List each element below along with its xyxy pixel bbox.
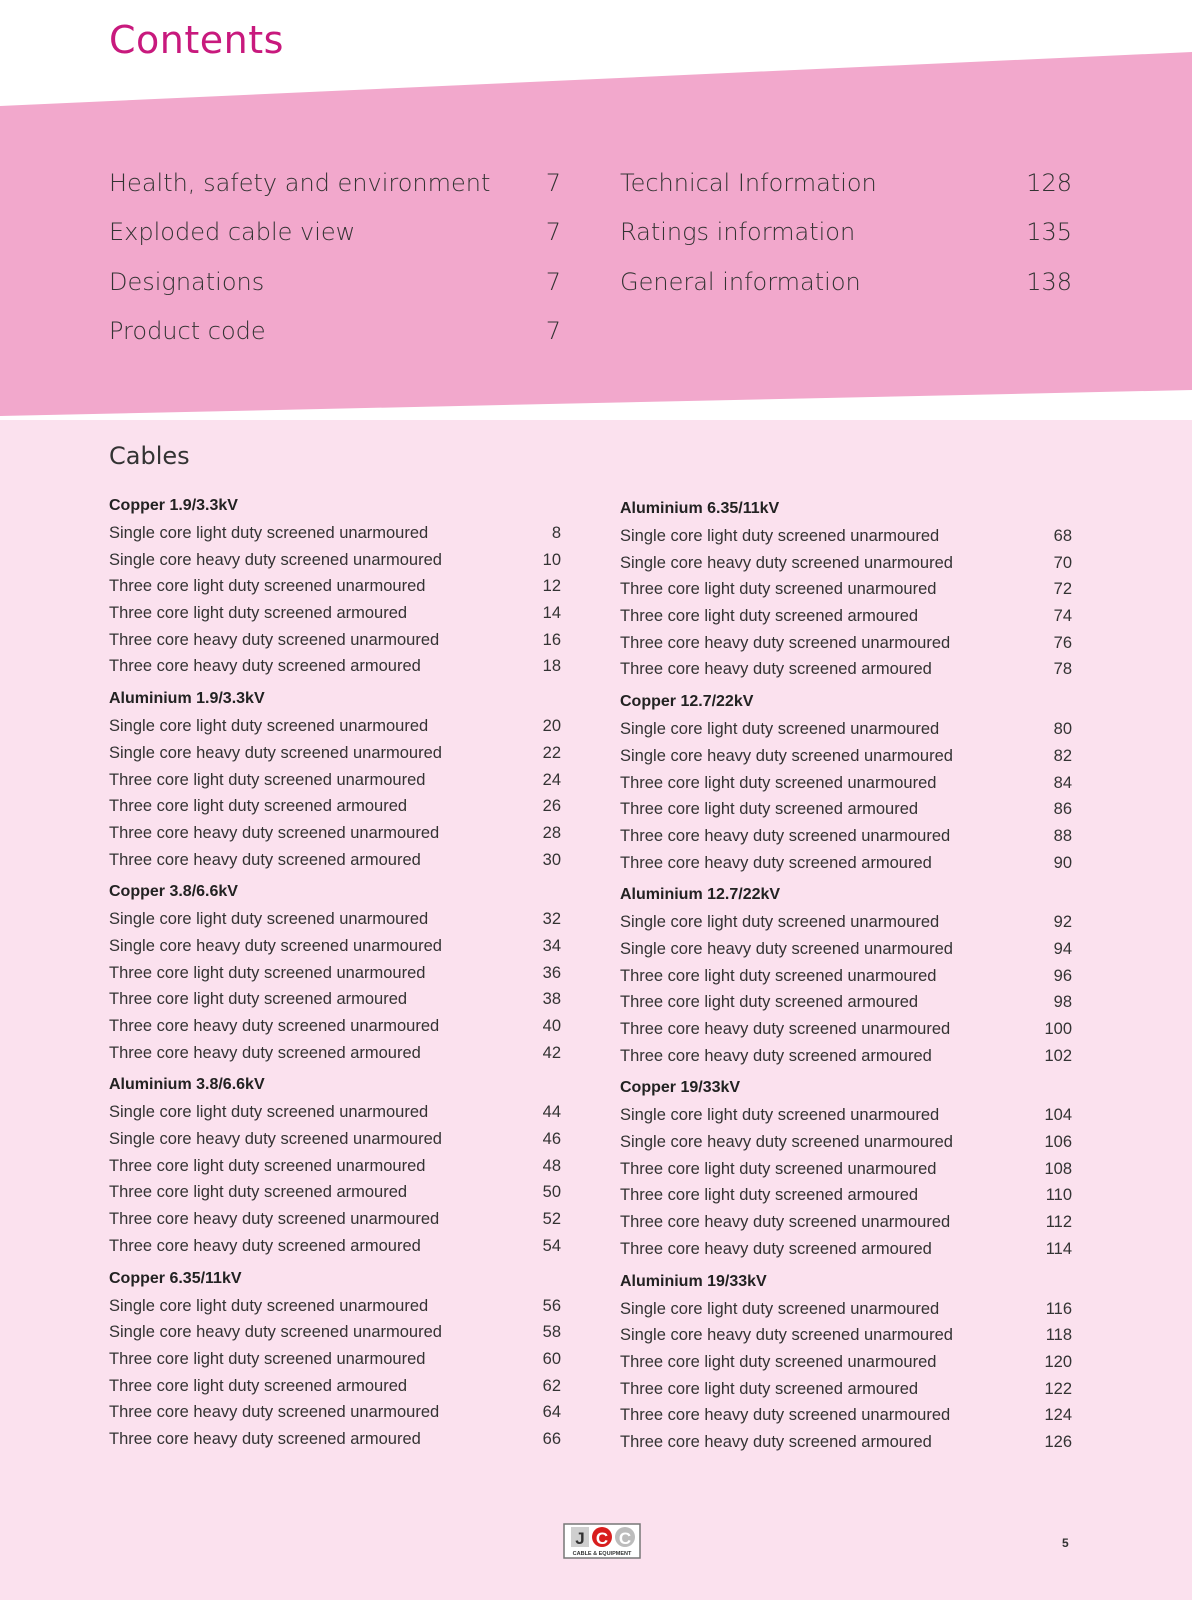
- toc-entry-page: 20: [542, 717, 561, 736]
- toc-entry-label: Three core light duty screened armoured: [620, 607, 919, 626]
- toc-entry-page: 10: [542, 550, 561, 569]
- toc-entry[interactable]: [109, 847, 561, 874]
- toc-major-entry[interactable]: [620, 257, 1072, 307]
- toc-entry-page: 86: [1053, 800, 1072, 819]
- toc-entry[interactable]: [109, 906, 561, 933]
- toc-entry-page: 66: [542, 1429, 561, 1448]
- toc-entry[interactable]: [620, 823, 1072, 850]
- toc-entry-page: 126: [1044, 1432, 1072, 1451]
- toc-entry[interactable]: [109, 547, 561, 574]
- toc-entry-label: Three core heavy duty screened unarmoured: [109, 1210, 440, 1229]
- toc-entry-label: Health, safety and environment: [109, 168, 491, 197]
- toc-entry-page: 50: [542, 1183, 561, 1202]
- section-title: Aluminium 19/33kV: [620, 1272, 767, 1290]
- toc-entry[interactable]: [620, 909, 1072, 936]
- toc-entry[interactable]: [109, 627, 561, 654]
- toc-entry-label: Single core heavy duty screened unarmoured: [109, 1130, 442, 1149]
- section-title: Aluminium 12.7/22kV: [620, 886, 781, 904]
- logo-letter-j: J: [575, 1529, 585, 1548]
- toc-entry-label: Designations: [109, 267, 265, 296]
- toc-entry-page: 112: [1045, 1213, 1072, 1232]
- toc-entry[interactable]: [109, 1319, 561, 1346]
- section-title: Copper 19/33kV: [620, 1079, 741, 1097]
- major-sections-left: [109, 158, 561, 356]
- page-title: Contents: [109, 18, 284, 62]
- toc-entry[interactable]: [620, 1402, 1072, 1429]
- toc-entry-label: Three core light duty screened unarmoured: [109, 1349, 426, 1368]
- section-title: Copper 1.9/3.3kV: [109, 497, 238, 514]
- toc-entry-label: Single core light duty screened unarmoured: [109, 1103, 429, 1122]
- toc-entry[interactable]: [109, 1126, 561, 1153]
- toc-entry[interactable]: [109, 933, 561, 960]
- toc-entry[interactable]: [109, 1099, 561, 1126]
- toc-entry-label: Single core light duty screened unarmoured: [109, 910, 429, 929]
- toc-entry[interactable]: [620, 1236, 1072, 1263]
- toc-entry-page: 7: [545, 168, 561, 197]
- toc-entry-page: 8: [551, 524, 561, 542]
- toc-entry[interactable]: [109, 767, 561, 794]
- toc-major-entry[interactable]: [109, 307, 561, 357]
- toc-entry[interactable]: [109, 1179, 561, 1206]
- toc-entry[interactable]: [620, 1296, 1072, 1323]
- toc-entry-page: 48: [542, 1156, 561, 1175]
- toc-entry[interactable]: [620, 796, 1072, 823]
- toc-entry-label: Single core light duty screened unarmoured: [620, 913, 940, 932]
- toc-entry-page: 28: [542, 823, 561, 842]
- toc-entry[interactable]: [620, 1349, 1072, 1376]
- toc-entry[interactable]: [620, 1016, 1072, 1043]
- toc-entry[interactable]: [620, 850, 1072, 877]
- toc-entry-page: 72: [1053, 580, 1072, 599]
- toc-entry-label: Three core light duty screened unarmoured: [109, 963, 426, 982]
- toc-entry-page: 104: [1044, 1106, 1072, 1125]
- toc-entry-page: 76: [1053, 633, 1072, 652]
- cable-section: [620, 495, 1072, 683]
- toc-entry-page: 16: [542, 630, 561, 649]
- toc-entry-page: 106: [1044, 1133, 1072, 1152]
- toc-entry-label: Three core heavy duty screened unarmoured: [109, 1403, 440, 1422]
- toc-entry-page: 56: [542, 1296, 561, 1315]
- toc-entry-page: 96: [1053, 966, 1072, 985]
- toc-entry[interactable]: [109, 986, 561, 1013]
- toc-entry-page: 32: [542, 910, 561, 929]
- toc-entry[interactable]: [109, 820, 561, 847]
- toc-entry[interactable]: [620, 1322, 1072, 1349]
- toc-entry-page: 90: [1053, 853, 1072, 872]
- toc-entry-page: 68: [1053, 527, 1072, 545]
- toc-entry-label: Three core light duty screened armoured: [620, 1379, 919, 1398]
- toc-entry-label: Single core light duty screened unarmoured: [109, 1296, 429, 1315]
- toc-entry-label: Single core heavy duty screened unarmoured: [109, 743, 442, 762]
- toc-entry-label: General information: [620, 267, 861, 296]
- toc-entry-label: Three core light duty screened armoured: [109, 1376, 408, 1395]
- cable-section: [620, 1268, 1072, 1456]
- toc-entry[interactable]: [109, 1153, 561, 1180]
- major-sections-right: [620, 158, 1072, 307]
- toc-entry-page: 114: [1045, 1239, 1072, 1258]
- toc-entry[interactable]: [620, 1129, 1072, 1156]
- toc-entry-label: Three core light duty screened unarmoured: [620, 966, 937, 985]
- toc-entry-page: 94: [1053, 939, 1072, 958]
- toc-entry[interactable]: [109, 653, 561, 680]
- toc-entry-page: 88: [1053, 826, 1072, 845]
- toc-entry-label: Single core light duty screened unarmoured: [620, 527, 940, 545]
- toc-entry-label: Three core light duty screened armoured: [620, 993, 919, 1012]
- toc-entry[interactable]: [620, 770, 1072, 797]
- cable-section: [109, 1265, 561, 1453]
- section-title: Aluminium 1.9/3.3kV: [109, 690, 265, 708]
- toc-entry-page: 78: [1053, 660, 1072, 679]
- jcc-logo: [563, 1523, 641, 1559]
- cable-section: [620, 1074, 1072, 1262]
- toc-entry[interactable]: [620, 1182, 1072, 1209]
- toc-entry-page: 116: [1045, 1299, 1072, 1318]
- toc-entry-label: Single core light duty screened unarmoured: [109, 524, 429, 542]
- toc-entry-page: 135: [1026, 218, 1072, 247]
- cable-section: [109, 1071, 561, 1259]
- toc-entry-label: Single core heavy duty screened unarmoured: [620, 939, 953, 958]
- toc-entry-label: Three core light duty screened unarmoured: [620, 580, 937, 599]
- toc-entry-label: Single core heavy duty screened unarmoured: [109, 550, 442, 569]
- toc-entry-label: Product code: [109, 317, 266, 346]
- toc-entry-page: 44: [542, 1103, 561, 1122]
- toc-entry[interactable]: [109, 1426, 561, 1453]
- section-title: Aluminium 3.8/6.6kV: [109, 1076, 265, 1094]
- toc-entry-page: 7: [545, 317, 561, 346]
- section-title: Copper 12.7/22kV: [620, 693, 754, 711]
- toc-entry-label: Three core light duty screened armoured: [109, 604, 408, 623]
- toc-entry[interactable]: [109, 1346, 561, 1373]
- cable-section: [109, 492, 561, 680]
- toc-entry[interactable]: [109, 1233, 561, 1260]
- toc-entry-page: 40: [542, 1017, 561, 1035]
- section-title: Copper 6.35/11kV: [109, 1269, 242, 1287]
- toc-entry[interactable]: [109, 1040, 561, 1067]
- toc-entry[interactable]: [109, 1293, 561, 1320]
- toc-entry-page: 26: [542, 797, 561, 816]
- toc-entry-page: 128: [1026, 168, 1072, 197]
- toc-entry-page: 70: [1053, 553, 1072, 572]
- toc-entry-label: Three core light duty screened unarmoured: [109, 1156, 426, 1175]
- toc-entry-label: Single core light duty screened unarmoured: [109, 717, 429, 736]
- toc-entry[interactable]: [109, 1206, 561, 1233]
- toc-entry-page: 108: [1044, 1159, 1072, 1178]
- cable-section: [109, 685, 561, 873]
- toc-major-entry[interactable]: [109, 257, 561, 307]
- toc-entry-label: Three core light duty screened unarmoured: [109, 577, 426, 596]
- toc-entry-label: Three core heavy duty screened armoured: [109, 850, 421, 869]
- section-title: Copper 3.8/6.6kV: [109, 883, 238, 901]
- toc-entry-page: 60: [542, 1349, 561, 1368]
- toc-entry[interactable]: [109, 600, 561, 627]
- page-number: 5: [1062, 1536, 1069, 1550]
- toc-entry[interactable]: [620, 603, 1072, 630]
- toc-entry[interactable]: [620, 1102, 1072, 1129]
- logo-letter-c1: C: [595, 1529, 609, 1548]
- toc-entry-page: 124: [1044, 1406, 1072, 1425]
- toc-entry-page: 30: [542, 850, 561, 869]
- toc-entry-label: Three core heavy duty screened armoured: [620, 660, 932, 679]
- toc-entry-label: Three core heavy duty screened armoured: [620, 1239, 932, 1258]
- toc-entry[interactable]: [620, 656, 1072, 683]
- toc-entry[interactable]: [109, 793, 561, 820]
- toc-entry-label: Three core light duty screened unarmoured: [109, 770, 426, 789]
- toc-major-entry[interactable]: [109, 208, 561, 258]
- toc-entry-label: Three core heavy duty screened unarmoured: [109, 823, 440, 842]
- toc-entry[interactable]: [620, 1429, 1072, 1456]
- toc-entry-page: 84: [1053, 773, 1072, 792]
- toc-entry-label: Three core heavy duty screened armoured: [109, 1429, 421, 1448]
- toc-entry[interactable]: [620, 1156, 1072, 1183]
- cable-section: [109, 878, 561, 1066]
- toc-entry-label: Three core light duty screened armoured: [620, 800, 919, 819]
- cable-section: [620, 881, 1072, 1069]
- toc-major-entry[interactable]: [620, 158, 1072, 208]
- toc-entry-label: Exploded cable view: [109, 218, 356, 247]
- toc-entry[interactable]: [620, 936, 1072, 963]
- toc-entry-label: Single core heavy duty screened unarmoured: [620, 1133, 953, 1152]
- toc-entry-page: 58: [542, 1323, 561, 1342]
- toc-entry-label: Three core heavy duty screened unarmoured: [620, 1213, 951, 1232]
- toc-entry-page: 14: [542, 604, 561, 623]
- toc-entry-page: 46: [542, 1130, 561, 1149]
- toc-entry-label: Three core heavy duty screened armoured: [109, 1043, 421, 1062]
- toc-entry-page: 138: [1026, 267, 1072, 296]
- logo-letter-c2: C: [618, 1529, 632, 1548]
- toc-major-entry[interactable]: [109, 158, 561, 208]
- logo-tagline: CABLE & EQUIPMENT: [572, 1551, 632, 1557]
- toc-entry[interactable]: [620, 1043, 1072, 1070]
- toc-entry-label: Single core heavy duty screened unarmoured: [109, 936, 442, 955]
- toc-entry-label: Three core light duty screened armoured: [109, 990, 408, 1009]
- toc-entry[interactable]: [109, 740, 561, 767]
- toc-entry[interactable]: [620, 743, 1072, 770]
- toc-entry[interactable]: [620, 963, 1072, 990]
- toc-entry-page: 80: [1053, 720, 1072, 739]
- toc-entry-label: Three core heavy duty screened armoured: [620, 853, 932, 872]
- toc-entry-page: 38: [542, 990, 561, 1009]
- toc-entry-page: 62: [542, 1376, 561, 1395]
- toc-entry-label: Three core light duty screened unarmoured: [620, 1159, 937, 1178]
- toc-entry-page: 122: [1044, 1379, 1072, 1398]
- toc-entry-label: Three core heavy duty screened unarmoured: [109, 630, 440, 649]
- toc-entry-label: Three core light duty screened unarmoured: [620, 773, 937, 792]
- toc-entry-label: Three core light duty screened armoured: [109, 1183, 408, 1202]
- toc-entry-label: Technical Information: [620, 168, 877, 197]
- toc-entry-label: Three core light duty screened armoured: [109, 797, 408, 816]
- toc-entry[interactable]: [620, 716, 1072, 743]
- toc-major-entry[interactable]: [620, 208, 1072, 258]
- toc-entry-label: Three core heavy duty screened armoured: [109, 1236, 421, 1255]
- toc-entry[interactable]: [620, 989, 1072, 1016]
- toc-entry-page: 98: [1053, 993, 1072, 1012]
- section-title: Aluminium 6.35/11kV: [620, 500, 780, 517]
- toc-entry-page: 22: [542, 743, 561, 762]
- toc-entry-label: Three core heavy duty screened armoured: [620, 1046, 932, 1065]
- toc-entry-page: 102: [1044, 1046, 1072, 1065]
- toc-entry[interactable]: [109, 713, 561, 740]
- toc-entry-page: 34: [542, 936, 561, 955]
- toc-entry[interactable]: [620, 1376, 1072, 1403]
- cables-column-right: [620, 495, 1072, 1461]
- toc-entry-label: Single core light duty screened unarmoured: [620, 720, 940, 739]
- toc-entry-page: 100: [1044, 1020, 1072, 1038]
- toc-entry-label: Three core light duty screened unarmoured: [620, 1352, 937, 1371]
- toc-entry[interactable]: [620, 523, 1072, 550]
- toc-entry-page: 7: [545, 267, 561, 296]
- toc-entry[interactable]: [109, 1013, 561, 1040]
- toc-entry-page: 74: [1053, 607, 1072, 626]
- toc-entry-page: 42: [542, 1043, 561, 1062]
- toc-entry-label: Three core heavy duty screened unarmoured: [109, 1017, 440, 1035]
- toc-entry[interactable]: [109, 573, 561, 600]
- toc-entry-label: Three core heavy duty screened unarmoured: [620, 1406, 951, 1425]
- toc-entry[interactable]: [620, 1209, 1072, 1236]
- cable-section: [620, 688, 1072, 876]
- toc-entry-label: Three core heavy duty screened unarmoured: [620, 633, 951, 652]
- toc-entry-page: 7: [545, 218, 561, 247]
- toc-entry-page: 24: [542, 770, 561, 789]
- toc-entry-label: Single core heavy duty screened unarmoured: [109, 1323, 442, 1342]
- toc-entry-label: Single core heavy duty screened unarmoured: [620, 553, 953, 572]
- toc-entry-label: Single core heavy duty screened unarmoured: [620, 746, 953, 765]
- toc-entry[interactable]: [109, 960, 561, 987]
- toc-entry[interactable]: [109, 1399, 561, 1426]
- toc-entry-label: Three core heavy duty screened unarmoured: [620, 826, 951, 845]
- toc-entry-label: Three core heavy duty screened armoured: [109, 657, 421, 676]
- toc-entry-page: 120: [1044, 1352, 1072, 1371]
- toc-entry[interactable]: [620, 550, 1072, 577]
- toc-entry-label: Single core light duty screened unarmoured: [620, 1299, 940, 1318]
- toc-entry-page: 64: [542, 1403, 561, 1422]
- toc-entry-page: 82: [1053, 746, 1072, 765]
- toc-entry-page: 92: [1053, 913, 1072, 932]
- cables-column-left: [109, 492, 561, 1458]
- toc-entry-page: 18: [542, 657, 561, 676]
- toc-entry-page: 118: [1045, 1326, 1072, 1345]
- toc-entry[interactable]: [620, 630, 1072, 657]
- toc-entry-label: Three core heavy duty screened armoured: [620, 1432, 932, 1451]
- toc-entry-label: Single core light duty screened unarmoured: [620, 1106, 940, 1125]
- toc-entry-label: Three core heavy duty screened unarmoured: [620, 1020, 951, 1038]
- toc-entry-label: Single core heavy duty screened unarmoured: [620, 1326, 953, 1345]
- toc-entry-label: Three core light duty screened armoured: [620, 1186, 919, 1205]
- toc-entry[interactable]: [109, 1373, 561, 1400]
- toc-entry-label: Ratings information: [620, 218, 856, 247]
- toc-entry-page: 54: [542, 1236, 561, 1255]
- cables-heading: Cables: [109, 442, 190, 470]
- toc-entry-page: 36: [542, 963, 561, 982]
- toc-entry-page: 12: [542, 577, 561, 596]
- toc-entry-page: 52: [542, 1210, 561, 1229]
- toc-entry-page: 110: [1045, 1186, 1072, 1205]
- toc-entry[interactable]: [620, 576, 1072, 603]
- toc-entry[interactable]: [109, 520, 561, 547]
